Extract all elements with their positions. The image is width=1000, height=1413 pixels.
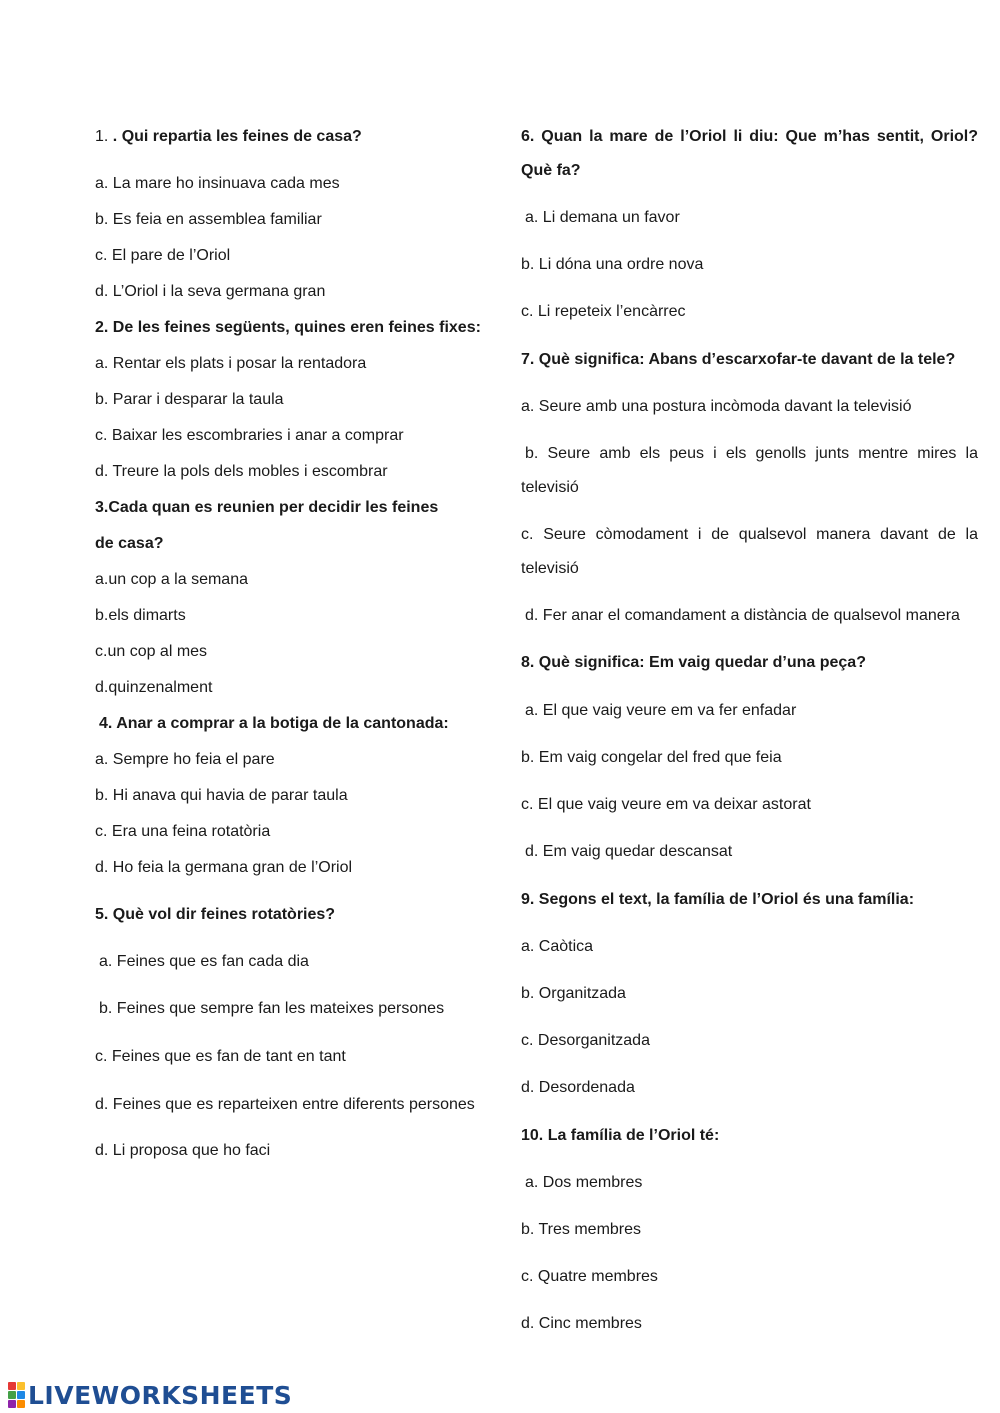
- question-6-line-2: Què fa?: [521, 162, 581, 179]
- question-8: 8. Què significa: Em vaig quedar d’una peça?: [521, 654, 866, 671]
- logo-square: [17, 1391, 25, 1399]
- answer-10d[interactable]: d. Cinc membres: [521, 1315, 642, 1332]
- answer-2a[interactable]: a. Rentar els plats i posar la rentadora: [95, 355, 367, 372]
- answer-5a[interactable]: a. Feines que es fan cada dia: [99, 953, 309, 970]
- answer-2d[interactable]: d. Treure la pols dels mobles i escombrar: [95, 463, 388, 480]
- question-9: 9. Segons el text, la família de l’Oriol és una família:: [521, 891, 915, 908]
- answer-9a[interactable]: a. Caòtica: [521, 938, 594, 955]
- logo-square: [17, 1400, 25, 1408]
- answer-6c[interactable]: c. Li repeteix l’encàrrec: [521, 303, 686, 320]
- answer-8c[interactable]: c. El que vaig veure em va deixar astorat: [521, 796, 811, 813]
- question-6-line-1: 6. Quan la mare de l’Oriol li diu: Que m’has sentit, Oriol?: [521, 128, 978, 145]
- answer-1a[interactable]: a. La mare ho insinuava cada mes: [95, 175, 340, 192]
- question-3-line-2: de casa?: [95, 535, 164, 552]
- answer-8b[interactable]: b. Em vaig congelar del fred que feia: [521, 749, 782, 766]
- question-1-label: . Qui repartia les feines de casa?: [112, 128, 362, 145]
- answer-10b[interactable]: b. Tres membres: [521, 1221, 642, 1238]
- answer-7b-line-1[interactable]: b. Seure amb els peus i els genolls junts mentre mires la: [525, 445, 978, 462]
- answer-5b[interactable]: b. Feines que sempre fan les mateixes persones: [99, 1000, 445, 1017]
- answer-7a[interactable]: a. Seure amb una postura incòmoda davant la televisió: [521, 398, 912, 415]
- answer-3c[interactable]: c.un cop al mes: [95, 643, 208, 660]
- answer-1c[interactable]: c. El pare de l’Oriol: [95, 247, 231, 264]
- answer-3d[interactable]: d.quinzenalment: [95, 679, 213, 696]
- answer-9b[interactable]: b. Organitzada: [521, 985, 626, 1002]
- question-7: 7. Què significa: Abans d’escarxofar-te davant de la tele?: [521, 351, 956, 368]
- liveworksheets-logo-icon: [8, 1382, 25, 1408]
- answer-5d[interactable]: d. Feines que es reparteixen entre diferents persones: [95, 1096, 475, 1113]
- logo-square: [8, 1400, 16, 1408]
- liveworksheets-logo[interactable]: [8, 1381, 292, 1409]
- answer-4a[interactable]: a. Sempre ho feia el pare: [95, 751, 275, 768]
- question-1-text: [95, 128, 362, 145]
- answer-1b[interactable]: b. Es feia en assemblea familiar: [95, 211, 322, 228]
- logo-text: LIVEWORKSHEETS: [28, 1380, 293, 1410]
- answer-8d[interactable]: d. Em vaig quedar descansat: [525, 843, 733, 860]
- answer-3b[interactable]: b.els dimarts: [95, 607, 186, 624]
- answer-2c[interactable]: c. Baixar les escombraries i anar a comprar: [95, 427, 404, 444]
- answer-6b[interactable]: b. Li dóna una ordre nova: [521, 256, 704, 273]
- answer-3a[interactable]: a.un cop a la semana: [95, 571, 248, 588]
- question-4: 4. Anar a comprar a la botiga de la cantonada:: [99, 715, 449, 732]
- answer-10a[interactable]: a. Dos membres: [525, 1174, 643, 1191]
- question-1: [95, 127, 362, 147]
- logo-square: [8, 1391, 16, 1399]
- answer-8a[interactable]: a. El que vaig veure em va fer enfadar: [525, 702, 797, 719]
- answer-4c[interactable]: c. Era una feina rotatòria: [95, 823, 271, 840]
- question-10: 10. La família de l’Oriol té:: [521, 1127, 720, 1144]
- answer-9c[interactable]: c. Desorganitzada: [521, 1032, 650, 1049]
- answer-4d[interactable]: d. Ho feia la germana gran de l’Oriol: [95, 859, 353, 876]
- answer-6a[interactable]: a. Li demana un favor: [525, 209, 680, 226]
- answer-7b-line-2[interactable]: televisió: [521, 479, 579, 496]
- answer-7c-line-2[interactable]: televisió: [521, 560, 579, 577]
- answer-5c[interactable]: c. Feines que es fan de tant en tant: [95, 1048, 346, 1065]
- question-5: 5. Què vol dir feines rotatòries?: [95, 906, 336, 923]
- answer-1d[interactable]: d. L’Oriol i la seva germana gran: [95, 283, 326, 300]
- answer-10c[interactable]: c. Quatre membres: [521, 1268, 658, 1285]
- answer-5e[interactable]: d. Li proposa que ho faci: [95, 1142, 271, 1159]
- question-3-line-1: 3.Cada quan es reunien per decidir les feines: [95, 499, 439, 516]
- question-2: 2. De les feines següents, quines eren feines fixes:: [95, 319, 481, 336]
- answer-4b[interactable]: b. Hi anava qui havia de parar taula: [95, 787, 348, 804]
- answer-7d[interactable]: d. Fer anar el comandament a distància de qualsevol manera: [525, 607, 960, 624]
- answer-9d[interactable]: d. Desordenada: [521, 1079, 635, 1096]
- answer-7c-line-1[interactable]: c. Seure còmodament i de qualsevol manera davant de la: [521, 526, 978, 543]
- question-1-number: 1.: [95, 128, 113, 145]
- logo-square: [8, 1382, 16, 1390]
- logo-square: [17, 1382, 25, 1390]
- answer-2b[interactable]: b. Parar i desparar la taula: [95, 391, 284, 408]
